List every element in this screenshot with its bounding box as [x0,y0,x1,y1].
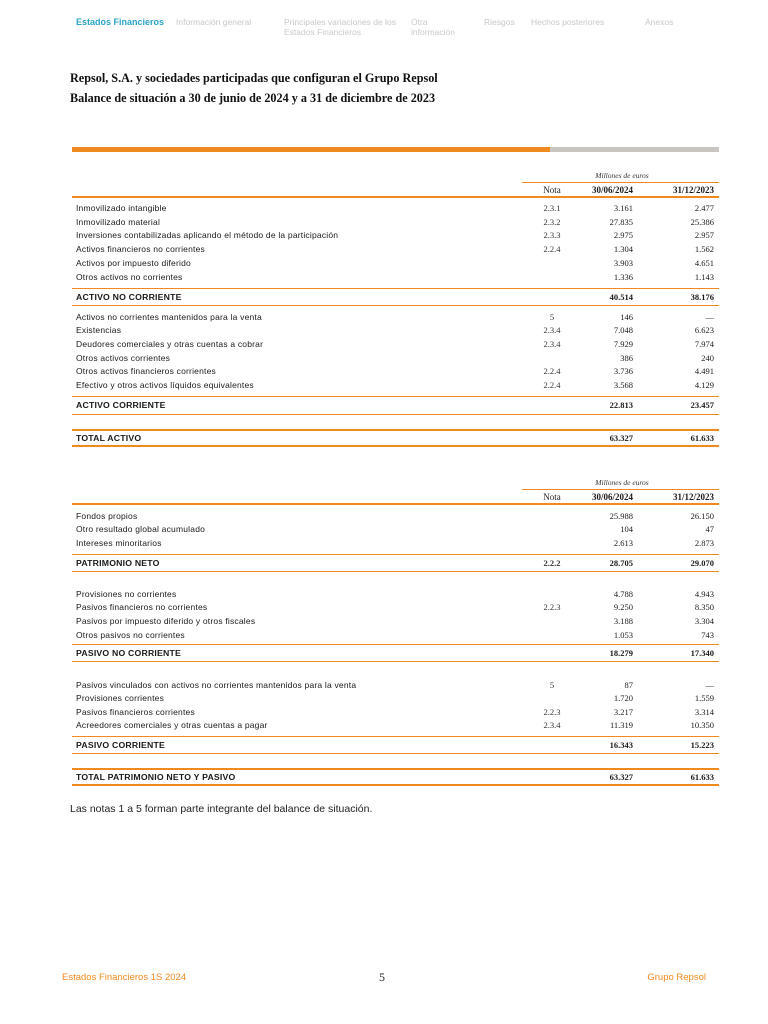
table-row: Inmovilizado material 2.3.2 27.835 25.386 [76,217,714,227]
table-row: Otros pasivos no corrientes 1.053 743 [76,630,714,640]
units-label: Millones de euros [595,478,649,487]
total-top-line [72,768,719,770]
col2-header: 31/12/2023 [672,492,714,502]
table-row: Pasivos financieros corrientes 2.2.3 3.217 3.314 [76,707,714,717]
nav-item-riesgos[interactable]: Riesgos [484,17,515,27]
subtotal-row-pasivo-no-corriente: PASIVO NO CORRIENTE 18.279 17.340 [76,648,714,658]
total-bottom-line [72,445,719,447]
nav-item-hechos-posteriores[interactable]: Hechos posteriores [531,17,605,27]
nota-header: Nota [543,185,561,195]
nav-item-estados-financieros[interactable]: Estados Financieros [76,17,165,27]
subtotal-top-line [72,554,719,555]
col2-header: 31/12/2023 [672,185,714,195]
table-row: Inversiones contabilizadas aplicando el método de la participación 2.3.3 2.975 2.957 [76,230,714,240]
subtotal-top-line [72,644,719,645]
table-row: Intereses minoritarios 2.613 2.873 [76,538,714,548]
footer-company-name: Grupo Repsol [647,972,706,983]
header-bottom-line [72,503,719,505]
subtotal-row-patrimonio-neto: PATRIMONIO NETO 2.2.2 28.705 29.070 [76,558,714,568]
subtotal-row-activo-no-corriente: ACTIVO NO CORRIENTE 40.514 38.176 [76,292,714,302]
nav-item-anexos[interactable]: Anexos [645,17,674,27]
table-row: Inmovilizado intangible 2.3.1 3.161 2.477 [76,203,714,213]
subtotal-bottom-line [72,661,719,662]
footer-document-name: Estados Financieros 1S 2024 [62,972,187,983]
subtotal-bottom-line [72,414,719,415]
units-label: Millones de euros [595,171,649,180]
nav-item-informacion-general[interactable]: Información general [176,17,252,27]
document-title [70,68,710,108]
table-row: Efectivo y otros activos líquidos equivalentes 2.2.4 3.568 4.129 [76,380,714,390]
header-divider [522,182,719,183]
subtotal-top-line [72,288,719,289]
page-number: 5 [379,970,385,984]
table-row: Activos no corrientes mantenidos para la venta 5 146 — [76,312,714,322]
subtotal-bottom-line [72,753,719,754]
table-row: Activos por impuesto diferido 3.903 4.651 [76,258,714,268]
subtotal-row-pasivo-corriente: PASIVO CORRIENTE 16.343 15.223 [76,740,714,750]
subtotal-bottom-line [72,305,719,306]
footnote: Las notas 1 a 5 forman parte integrante del balance de situación. [70,803,373,815]
table-row: Activos financieros no corrientes 2.2.4 1.304 1.562 [76,244,714,254]
table-row: Provisiones no corrientes 4.788 4.943 [76,589,714,599]
nota-header: Nota [543,492,561,502]
subtotal-row-activo-corriente: ACTIVO CORRIENTE 22.813 23.457 [76,400,714,410]
title-line-1: Repsol, S.A. y sociedades participadas que configuran el Grupo Repsol [70,71,438,85]
header-divider [522,489,719,490]
table-row: Otros activos no corrientes 1.336 1.143 [76,272,714,282]
subtotal-top-line [72,736,719,737]
accent-bar-orange [72,147,550,152]
title-line-2: Balance de situación a 30 de junio de 2024 y a 31 de diciembre de 2023 [70,91,436,105]
col1-header: 30/06/2024 [591,492,633,502]
total-bottom-line [72,784,719,786]
top-navigation [76,17,716,41]
col1-header: 30/06/2024 [591,185,633,195]
table-row: Otros activos financieros corrientes 2.2.4 3.736 4.491 [76,366,714,376]
table-row: Pasivos vinculados con activos no corrientes mantenidos para la venta 5 87 — [76,680,714,690]
table-row: Otro resultado global acumulado 104 47 [76,524,714,534]
subtotal-bottom-line [72,571,719,572]
table-row: Deudores comerciales y otras cuentas a cobrar 2.3.4 7.929 7.974 [76,339,714,349]
total-top-line [72,429,719,431]
table-row: Existencias 2.3.4 7.048 6.623 [76,325,714,335]
total-row-patrimonio-neto-y-pasivo: TOTAL PATRIMONIO NETO Y PASIVO 63.327 61.633 [76,772,714,782]
total-row-activo: TOTAL ACTIVO 63.327 61.633 [76,433,714,443]
nav-item-principales-variaciones[interactable]: Principales variaciones de los Estados Financieros [284,17,396,37]
subtotal-top-line [72,396,719,397]
nav-item-otra-informacion[interactable]: Otra información [411,17,455,37]
table-row: Otros activos corrientes 386 240 [76,353,714,363]
table-row: Pasivos financieros no corrientes 2.2.3 9.250 8.350 [76,602,714,612]
table-row: Acreedores comerciales y otras cuentas a pagar 2.3.4 11.319 10.350 [76,720,714,730]
accent-bar-gray [550,147,719,152]
table-row: Fondos propios 25.988 26.150 [76,511,714,521]
table-row: Pasivos por impuesto diferido y otros fiscales 3.188 3.304 [76,616,714,626]
header-bottom-line [72,196,719,198]
table-row: Provisiones corrientes 1.720 1.559 [76,693,714,703]
